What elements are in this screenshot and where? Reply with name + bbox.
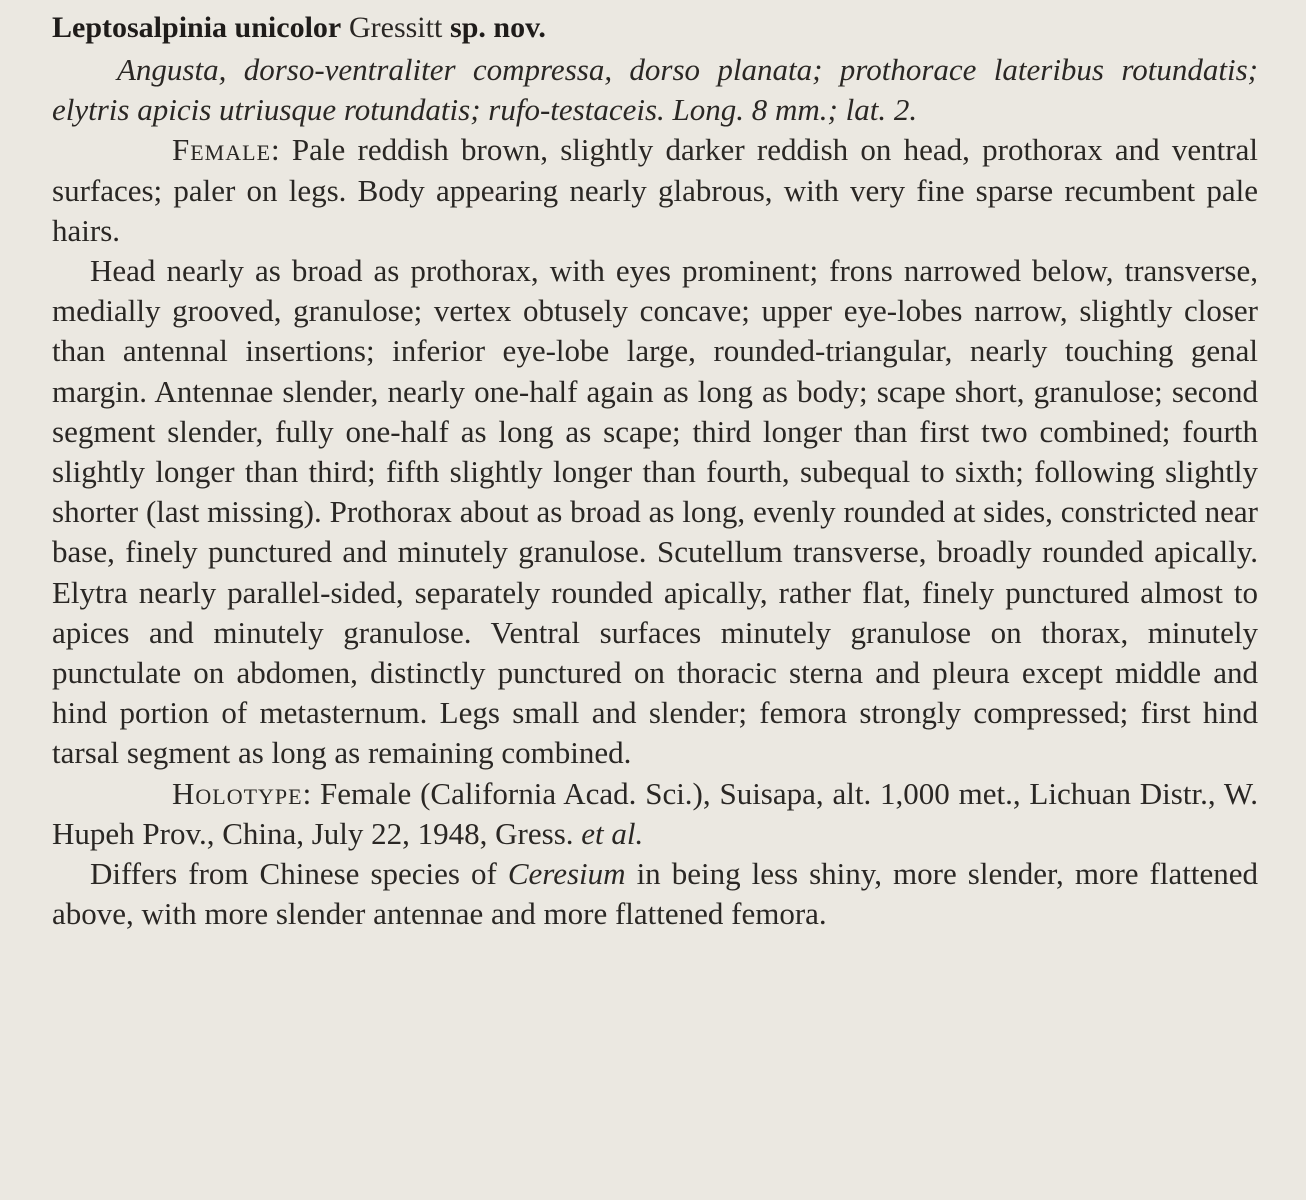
differs-genus: Ceresium — [507, 856, 626, 892]
description-paragraph: Head nearly as broad as prothorax, with eyes prominent; frons narrowed below, transverse, medially grooved, granulose; vertex obtusely concave; upper eye-lobes narrow, slightly closer than antennal insertions; inferior eye-lobe large, rounded-triangular, nearly touching genal margin. Antennae slender, nearly one-half again as long as body; scape short, granulose; second segment slender, fully one-half as long as scape; third longer than first two combined; fourth slightly longer than third; fifth slightly longer than fourth, subequal to sixth; following slightly shorter (last missing). Prothorax about as broad as long, evenly rounded at sides, constricted near base, finely punctured and minutely granulose. Scutellum transverse, broadly rounded apically. Elytra nearly parallel-sided, separately rounded apically, rather flat, finely punctured almost to apices and minutely granulose. Ventral surfaces minutely granulose on thorax, minutely punctulate on abdomen, distinctly punctured on thoracic sterna and pleura except middle and hind portion of metasternum. Legs small and slender; femora strongly compressed; first hind tarsal segment as long as remaining combined. — [52, 253, 1258, 771]
female-paragraph — [52, 130, 1258, 251]
differs-after: in being less shiny, more slender, more flattened above, with more slender antennae and more flattened femora. — [52, 856, 1258, 932]
female-label: Female — [172, 132, 272, 168]
holotype-label: Holotype — [172, 775, 303, 811]
holotype-paragraph — [52, 774, 1258, 854]
holotype-et-al: et al. — [581, 815, 644, 851]
species-status: sp. nov. — [450, 11, 546, 44]
species-name: Leptosalpinia unicolor — [52, 11, 342, 44]
differs-paragraph — [52, 854, 1258, 934]
latin-diagnosis: Angusta, dorso-ventraliter compressa, dorso planata; prothorace lateribus rotundatis; elytris apicis utriusque rotundatis; rufo-testaceis. Long. 8 mm.; lat. 2. — [52, 52, 1258, 128]
species-heading — [52, 4, 1258, 50]
differs-before: Differs from Chinese species of — [90, 856, 497, 892]
species-author: Gressitt — [348, 11, 443, 44]
female-text: : Pale reddish brown, slightly darker reddish on head, prothorax and ventral surfaces; paler on legs. Body appearing nearly glabrous, with very fine sparse recumbent pale hairs. — [52, 132, 1258, 248]
holotype-text: : Female (California Acad. Sci.), Suisapa, alt. 1,000 met., Lichuan Distr., W. Hupeh Prov., China, July 22, 1948, Gress. — [52, 775, 1258, 851]
